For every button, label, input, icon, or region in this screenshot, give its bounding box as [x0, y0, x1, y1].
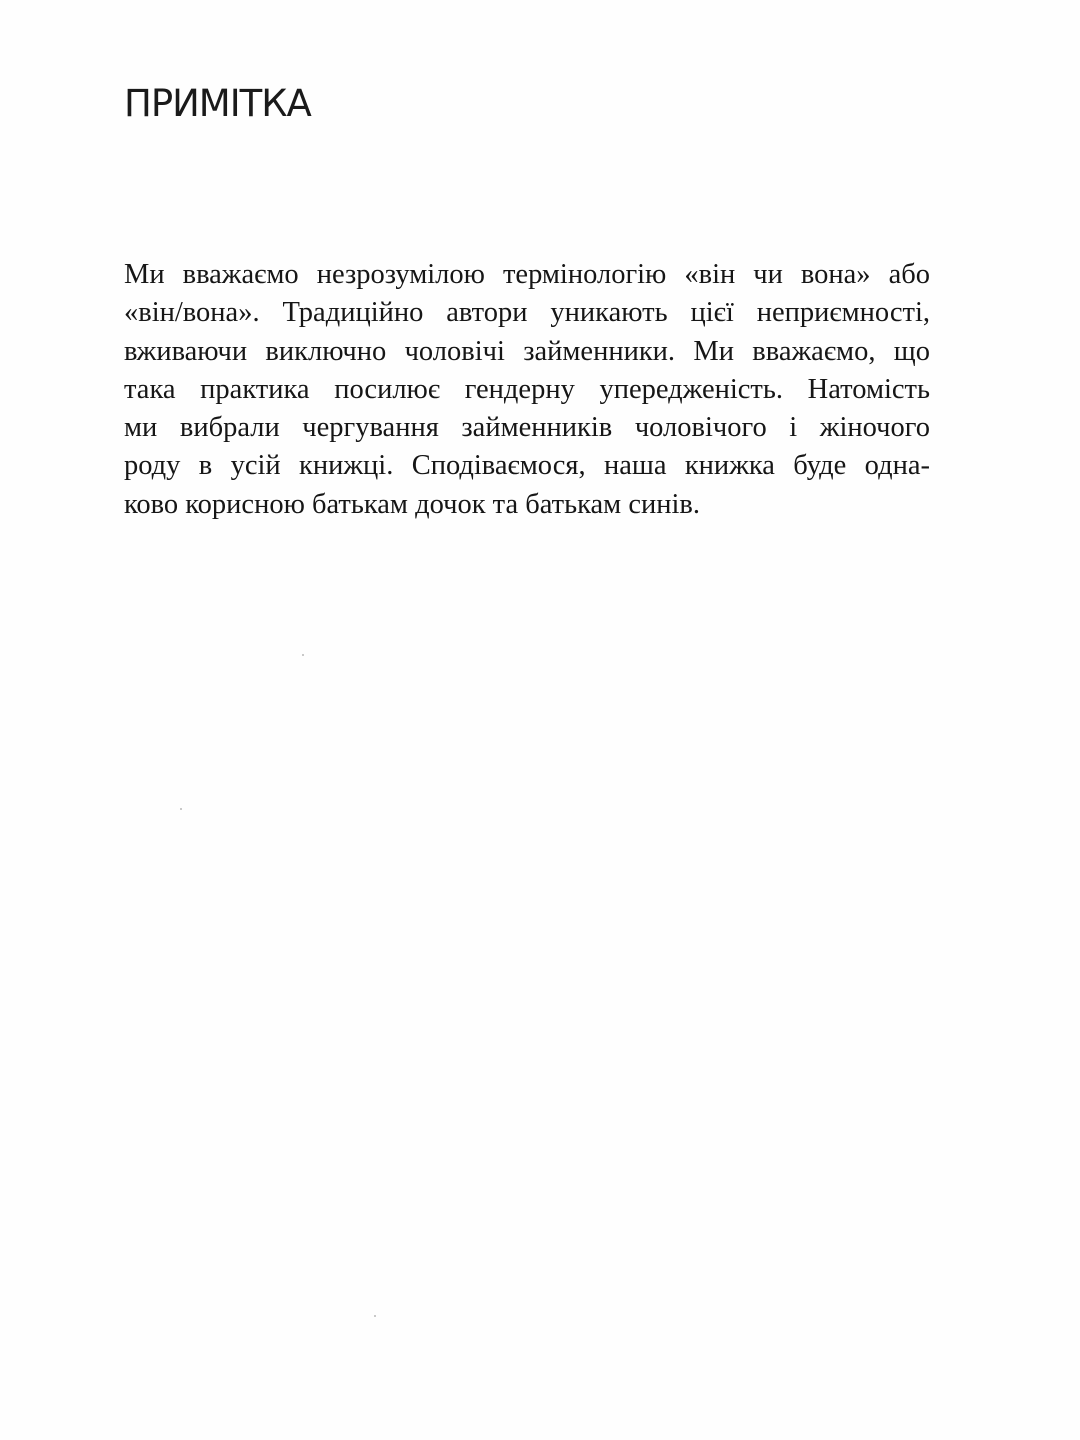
scan-speck: [302, 654, 304, 656]
page-title: ПРИМІТКА: [124, 82, 311, 125]
paragraph-line: ково корисною батькам дочок та батькам синів.: [124, 488, 700, 520]
paragraph-line: роду в усій книжці. Сподіваємося, наша книжка буде одна-: [124, 450, 930, 482]
paragraph-line: Ми вважаємо незрозумілою термінологію «він чи вона» або: [124, 259, 930, 290]
scan-speck: [374, 1315, 376, 1317]
paragraph-line: така практика посилює гендерну упередженість. Натомість: [124, 373, 930, 405]
note-paragraph: [124, 256, 930, 524]
paragraph-line: ми вибрали чергування займенників чоловічого і жіночого: [124, 412, 930, 444]
paragraph-line: вживаючи виключно чоловічі займенники. Ми вважаємо, що: [124, 335, 930, 367]
paragraph-line: «він/вона». Традиційно автори уникають цієї неприємності,: [124, 297, 930, 329]
scan-speck: [180, 808, 182, 810]
